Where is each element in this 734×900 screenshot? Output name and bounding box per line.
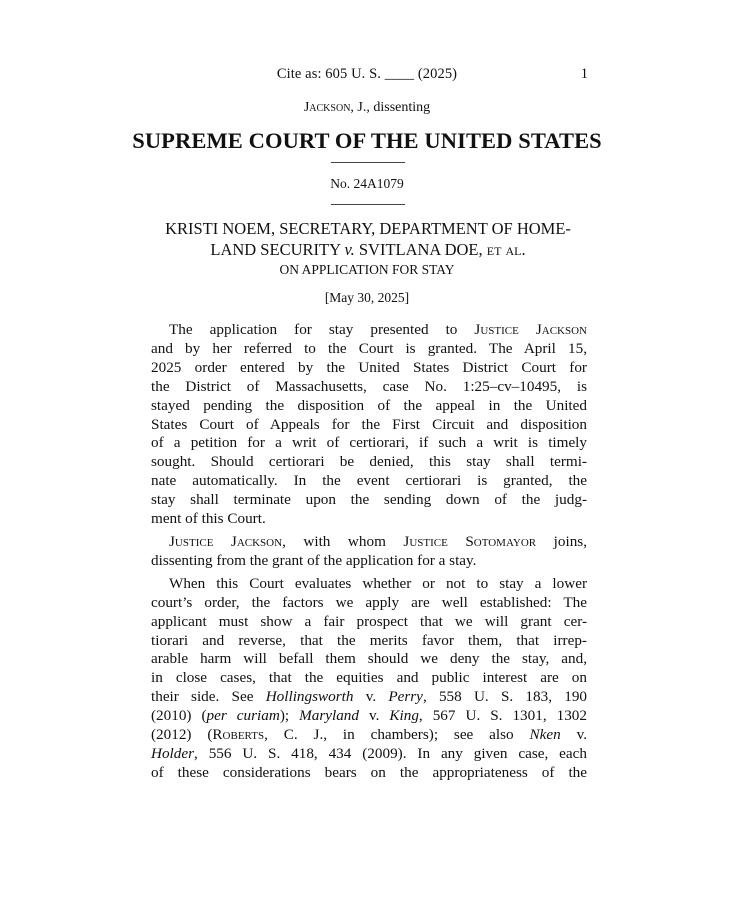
text-line: tiorari and reverse, that the merits favor them, that irrep- xyxy=(151,631,587,649)
caption-et-al: et al. xyxy=(486,240,526,259)
case-caption xyxy=(150,218,586,260)
text-line: of a petition for a writ of certiorari, if such a writ is timely xyxy=(151,434,587,452)
opinion-body xyxy=(151,321,587,783)
caption-line-2 xyxy=(150,239,586,260)
text-line: of these considerations bears on the appropriateness of the xyxy=(151,763,587,781)
text-line: Justice Jackson, with whom Justice Sotomayor joins, xyxy=(169,532,587,550)
case-name: Perry xyxy=(388,688,423,706)
order-paragraph xyxy=(151,321,587,529)
text-line: (2010) (per curiam); Maryland v. King, 567 U. S. 1301, 1302 xyxy=(151,707,587,725)
case-name: King xyxy=(389,707,419,725)
text-line: sought. Should certiorari be denied, this stay shall termi- xyxy=(151,453,587,471)
text-line: ment of this Court. xyxy=(151,510,266,528)
running-head-suffix: , J., dissenting xyxy=(350,100,431,115)
text-line: the District of Massachusetts, case No. 1:25–cv–10495, is xyxy=(151,377,587,395)
page-number: 1 xyxy=(580,66,588,82)
text-line: dissenting from the grant of the application for a stay. xyxy=(151,551,477,569)
case-name: Holder xyxy=(151,744,195,762)
caption-line-1: KRISTI NOEM, SECRETARY, DEPARTMENT OF HOME- xyxy=(165,219,571,238)
text-line: When this Court evaluates whether or not to stay a lower xyxy=(169,574,587,592)
running-head-justice: Jackson xyxy=(303,100,351,115)
dissent-intro-paragraph xyxy=(151,533,587,571)
page-header xyxy=(0,66,734,86)
docket-number: No. 24A1079 xyxy=(330,176,404,191)
case-name: Nken xyxy=(529,726,561,744)
caption-party-2: SVITLANA DOE, xyxy=(354,240,487,259)
case-name: Maryland xyxy=(299,707,359,725)
text-line: States Court of Appeals for the First Circuit and disposition xyxy=(151,415,587,433)
text-line: and by her referred to the Court is granted. The April 15, xyxy=(151,339,587,357)
text-line: Holder, 556 U. S. 418, 434 (2009). In any given case, each xyxy=(151,744,587,762)
text-line: applicant must show a fair prospect that we will grant cer- xyxy=(151,612,587,630)
text-line: arable harm will befall them should we deny the stay, and, xyxy=(151,650,587,668)
text-line: nate automatically. In the event certiorari is granted, the xyxy=(151,472,587,490)
text-line: in close cases, that the equities and public interest are on xyxy=(151,669,587,687)
text-line: 2025 order entered by the United States District Court for xyxy=(151,358,587,376)
case-name: Hollingsworth xyxy=(265,688,354,706)
text-line: (2012) (Roberts, C. J., in chambers); see also Nken v. xyxy=(151,726,587,744)
running-head xyxy=(0,100,734,116)
text-line: stayed pending the disposition of the appeal in the United xyxy=(151,396,587,414)
rule-divider-top xyxy=(331,162,405,163)
caption-versus: v. xyxy=(344,240,355,259)
application-heading: ON APPLICATION FOR STAY xyxy=(279,262,455,277)
text-line: The application for stay presented to Justice Jackson xyxy=(169,321,587,338)
decision-date: [May 30, 2025] xyxy=(324,290,410,305)
dissent-paragraph xyxy=(151,575,587,783)
citation-line: Cite as: 605 U. S. ____ (2025) xyxy=(276,66,458,82)
text-line: stay shall terminate upon the sending down of the judg- xyxy=(151,491,587,509)
caption-party-1: LAND SECURITY xyxy=(210,240,345,259)
text-line: court’s order, the factors we apply are well established: The xyxy=(151,593,587,611)
rule-divider-bottom xyxy=(331,204,405,205)
court-title: SUPREME COURT OF THE UNITED STATES xyxy=(132,128,602,153)
text-line: their side. See Hollingsworth v. Perry, 558 U. S. 183, 190 xyxy=(151,688,588,706)
